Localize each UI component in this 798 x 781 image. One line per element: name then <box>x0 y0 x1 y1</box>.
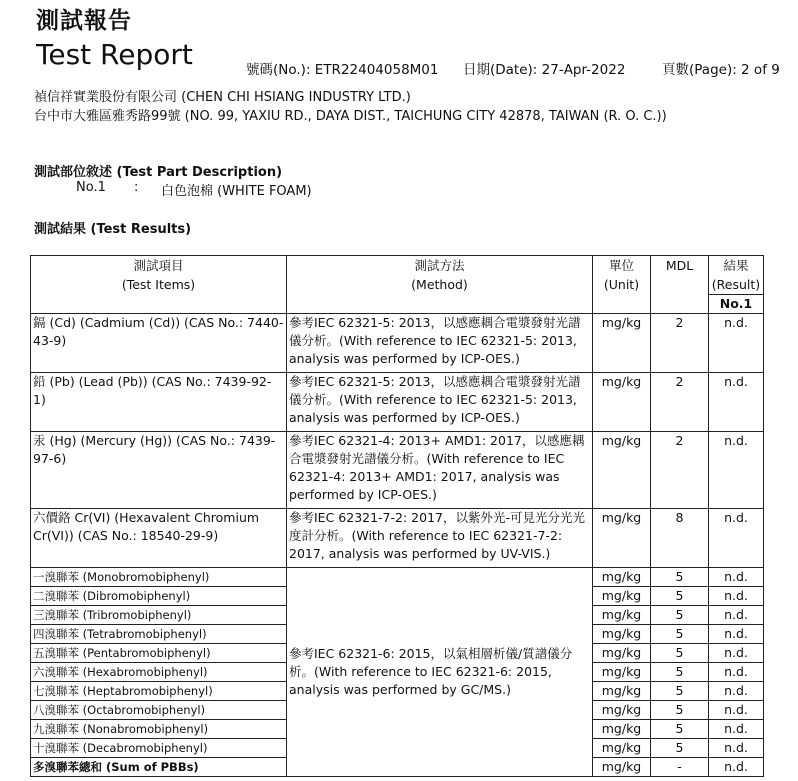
report-title-en: Test Report <box>36 38 193 71</box>
mdl-value: 5 <box>651 644 709 663</box>
result-value: n.d. <box>709 373 764 432</box>
col-header-method <box>287 256 593 314</box>
pbb-item: 六溴聯苯 (Hexabromobiphenyl) <box>31 663 287 682</box>
mdl-value: 5 <box>651 663 709 682</box>
test-part-heading: 測試部位敘述 (Test Part Description) <box>34 165 283 180</box>
result-value: n.d. <box>709 432 764 509</box>
pbb-item: 多溴聯苯總和 (Sum of PBBs) <box>31 758 287 777</box>
mdl-value: 8 <box>651 509 709 568</box>
table-row <box>31 373 764 432</box>
table-row <box>31 509 764 568</box>
test-method: 參考IEC 62321-5: 2013，以感應耦合電漿發射光譜儀分析。(With reference to IEC 62321-5: 2013, analysis was performed by ICP-OES.) <box>287 373 593 432</box>
unit-value: mg/kg <box>593 739 651 758</box>
result-value: n.d. <box>709 739 764 758</box>
unit-value: mg/kg <box>593 644 651 663</box>
company-address: 台中市大雅區雅秀路99號 (NO. 99, YAXIU RD., DAYA DIST., TAICHUNG CITY 42878, TAIWAN (R. O. C.)) <box>34 109 667 124</box>
mdl-value: 5 <box>651 739 709 758</box>
mdl-value: 2 <box>651 314 709 373</box>
unit-value: mg/kg <box>593 663 651 682</box>
test-item: 汞 (Hg) (Mercury (Hg)) (CAS No.: 7439-97-6) <box>31 432 287 509</box>
unit-value: mg/kg <box>593 373 651 432</box>
mdl-value: 2 <box>651 432 709 509</box>
test-method: 參考IEC 62321-4: 2013+ AMD1: 2017，以感應耦合電漿發射光譜儀分析。(With reference to IEC 62321-4: 2013+ AMD1: 2017, analysis was performed by ICP-OES.) <box>287 432 593 509</box>
mdl-value: 5 <box>651 606 709 625</box>
col-header-mdl <box>651 256 709 314</box>
col-unit-zh: 單位 <box>608 258 634 273</box>
pbb-item: 十溴聯苯 (Decabromobiphenyl) <box>31 739 287 758</box>
part-number: No.1 <box>76 180 106 195</box>
mdl-value: 2 <box>651 373 709 432</box>
pbb-item: 二溴聯苯 (Dibromobiphenyl) <box>31 587 287 606</box>
mdl-value: 5 <box>651 625 709 644</box>
pbb-method: 參考IEC 62321-6: 2015，以氣相層析儀/質譜儀分析。(With reference to IEC 62321-6: 2015, analysis was performed by GC/MS.) <box>287 568 593 777</box>
mdl-value: 5 <box>651 587 709 606</box>
col-mdl: MDL <box>665 258 694 273</box>
result-value: n.d. <box>709 606 764 625</box>
table-row <box>31 432 764 509</box>
result-value: n.d. <box>709 663 764 682</box>
result-value: n.d. <box>709 509 764 568</box>
unit-value: mg/kg <box>593 682 651 701</box>
page-number: 頁數(Page): 2 of 9 <box>662 62 780 78</box>
table-row <box>31 314 764 373</box>
unit-value: mg/kg <box>593 701 651 720</box>
result-value: n.d. <box>709 701 764 720</box>
col-header-unit <box>593 256 651 314</box>
pbb-item: 五溴聯苯 (Pentabromobiphenyl) <box>31 644 287 663</box>
col-unit-en: (Unit) <box>603 277 640 292</box>
result-value: n.d. <box>709 568 764 587</box>
result-value: n.d. <box>709 644 764 663</box>
unit-value: mg/kg <box>593 432 651 509</box>
unit-value: mg/kg <box>593 720 651 739</box>
pbb-item: 九溴聯苯 (Nonabromobiphenyl) <box>31 720 287 739</box>
header-row <box>31 256 764 295</box>
col-items-en: (Test Items) <box>121 277 196 292</box>
col-items-zh: 測試項目 <box>133 258 184 273</box>
unit-value: mg/kg <box>593 625 651 644</box>
pbb-item: 七溴聯苯 (Heptabromobiphenyl) <box>31 682 287 701</box>
test-method: 參考IEC 62321-7-2: 2017，以紫外光-可見光分光光度計分析。(With reference to IEC 62321-7-2: 2017, analysis was performed by UV-VIS.) <box>287 509 593 568</box>
col-method-zh: 測試方法 <box>414 258 465 273</box>
test-method: 參考IEC 62321-5: 2013，以感應耦合電漿發射光譜儀分析。(With reference to IEC 62321-5: 2013, analysis was performed by ICP-OES.) <box>287 314 593 373</box>
report-title-zh: 測試報告 <box>36 8 132 34</box>
pbb-item: 四溴聯苯 (Tetrabromobiphenyl) <box>31 625 287 644</box>
unit-value: mg/kg <box>593 568 651 587</box>
unit-value: mg/kg <box>593 587 651 606</box>
col-header-items <box>31 256 287 314</box>
result-value: n.d. <box>709 682 764 701</box>
test-item: 六價鉻 Cr(VI) (Hexavalent Chromium Cr(VI)) (CAS No.: 18540-29-9) <box>31 509 287 568</box>
col-result-en: (Result) <box>711 277 761 292</box>
mdl-value: 5 <box>651 701 709 720</box>
mdl-value: 5 <box>651 720 709 739</box>
table-row <box>31 568 764 587</box>
test-item: 鉛 (Pb) (Lead (Pb)) (CAS No.: 7439-92-1) <box>31 373 287 432</box>
result-value: n.d. <box>709 625 764 644</box>
unit-value: mg/kg <box>593 606 651 625</box>
col-result-zh: 結果 <box>723 258 749 273</box>
company-name: 禎信祥實業股份有限公司 (CHEN CHI HSIANG INDUSTRY LTD.) <box>34 90 411 105</box>
mdl-value: 5 <box>651 682 709 701</box>
part-colon: : <box>134 180 139 195</box>
mdl-value: 5 <box>651 568 709 587</box>
unit-value: mg/kg <box>593 758 651 777</box>
part-description: 白色泡棉 (WHITE FOAM) <box>161 184 312 199</box>
mdl-value: - <box>651 758 709 777</box>
col-method-en: (Method) <box>411 277 468 292</box>
pbb-item: 八溴聯苯 (Octabromobiphenyl) <box>31 701 287 720</box>
report-number: 號碼(No.): ETR22404058M01 <box>246 62 439 78</box>
unit-value: mg/kg <box>593 509 651 568</box>
result-value: n.d. <box>709 314 764 373</box>
results-table <box>30 255 764 777</box>
col-sample-no: No.1 <box>709 295 764 314</box>
unit-value: mg/kg <box>593 314 651 373</box>
report-date: 日期(Date): 27-Apr-2022 <box>463 62 626 78</box>
pbb-item: 三溴聯苯 (Tribromobiphenyl) <box>31 606 287 625</box>
col-header-result <box>709 256 764 295</box>
result-value: n.d. <box>709 720 764 739</box>
test-results-heading: 測試結果 (Test Results) <box>34 222 192 237</box>
test-item: 鎘 (Cd) (Cadmium (Cd)) (CAS No.: 7440-43-9) <box>31 314 287 373</box>
pbb-item: 一溴聯苯 (Monobromobiphenyl) <box>31 568 287 587</box>
result-value: n.d. <box>709 587 764 606</box>
result-value: n.d. <box>709 758 764 777</box>
